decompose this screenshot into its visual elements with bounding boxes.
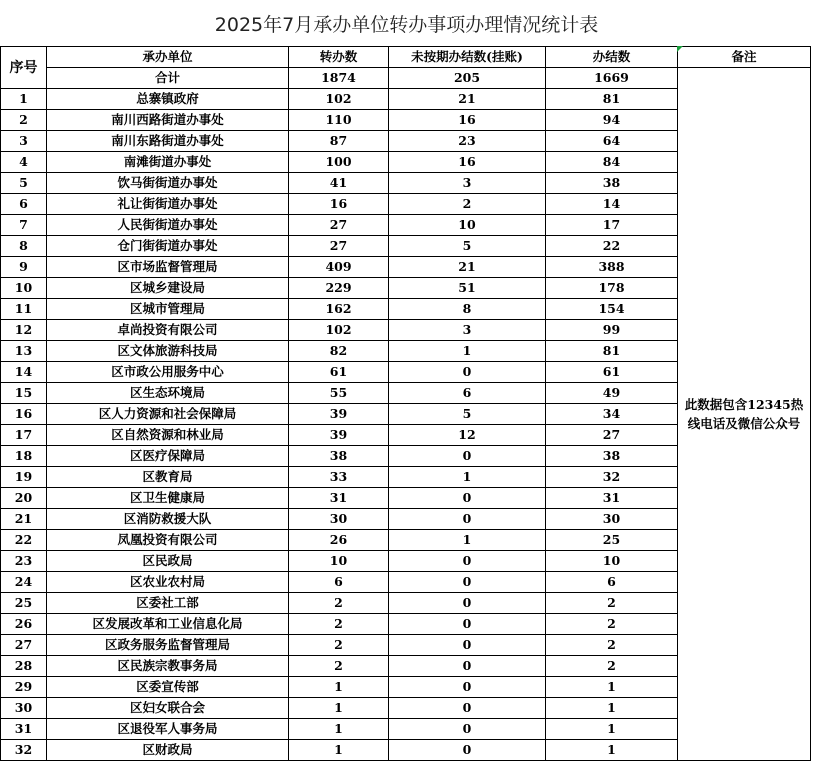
cell-completed: 10 — [546, 551, 678, 572]
cell-pending: 1 — [389, 467, 546, 488]
cell-completed: 1 — [546, 740, 678, 761]
cell-seq: 31 — [1, 719, 47, 740]
cell-seq: 6 — [1, 194, 47, 215]
cell-transferred: 16 — [289, 194, 389, 215]
cell-completed: 61 — [546, 362, 678, 383]
total-label: 合计 — [47, 68, 289, 89]
cell-completed: 2 — [546, 614, 678, 635]
cell-completed: 32 — [546, 467, 678, 488]
cell-transferred: 2 — [289, 593, 389, 614]
cell-transferred: 30 — [289, 509, 389, 530]
cell-seq: 25 — [1, 593, 47, 614]
total-pending: 205 — [389, 68, 546, 89]
cell-pending: 0 — [389, 677, 546, 698]
cell-seq: 13 — [1, 341, 47, 362]
cell-seq: 8 — [1, 236, 47, 257]
cell-unit: 区市场监督管理局 — [47, 257, 289, 278]
cell-pending: 23 — [389, 131, 546, 152]
header-pending: 未按期办结数(挂账) — [389, 47, 546, 68]
cell-unit: 区农业农村局 — [47, 572, 289, 593]
cell-seq: 9 — [1, 257, 47, 278]
cell-unit: 仓门街街道办事处 — [47, 236, 289, 257]
cell-seq: 10 — [1, 278, 47, 299]
cell-pending: 0 — [389, 656, 546, 677]
cell-unit: 区文体旅游科技局 — [47, 341, 289, 362]
cell-pending: 3 — [389, 173, 546, 194]
cell-pending: 0 — [389, 635, 546, 656]
cell-unit: 区政务服务监督管理局 — [47, 635, 289, 656]
cell-pending: 0 — [389, 572, 546, 593]
cell-completed: 6 — [546, 572, 678, 593]
cell-transferred: 409 — [289, 257, 389, 278]
cell-pending: 1 — [389, 530, 546, 551]
cell-pending: 0 — [389, 719, 546, 740]
cell-completed: 81 — [546, 341, 678, 362]
cell-completed: 2 — [546, 593, 678, 614]
cell-completed: 178 — [546, 278, 678, 299]
cell-seq: 19 — [1, 467, 47, 488]
cell-comment-marker — [677, 46, 683, 52]
cell-pending: 21 — [389, 257, 546, 278]
cell-unit: 区教育局 — [47, 467, 289, 488]
cell-transferred: 2 — [289, 656, 389, 677]
cell-transferred: 39 — [289, 404, 389, 425]
cell-transferred: 110 — [289, 110, 389, 131]
cell-completed: 99 — [546, 320, 678, 341]
cell-unit: 人民街街道办事处 — [47, 215, 289, 236]
header-unit: 承办单位 — [47, 47, 289, 68]
cell-transferred: 31 — [289, 488, 389, 509]
total-completed: 1669 — [546, 68, 678, 89]
cell-transferred: 26 — [289, 530, 389, 551]
cell-transferred: 55 — [289, 383, 389, 404]
cell-pending: 0 — [389, 593, 546, 614]
cell-pending: 5 — [389, 236, 546, 257]
cell-completed: 14 — [546, 194, 678, 215]
cell-completed: 81 — [546, 89, 678, 110]
cell-transferred: 82 — [289, 341, 389, 362]
cell-unit: 区卫生健康局 — [47, 488, 289, 509]
page-title: 2025年7月承办单位转办事项办理情况统计表 — [214, 13, 599, 36]
cell-pending: 0 — [389, 446, 546, 467]
cell-transferred: 6 — [289, 572, 389, 593]
cell-pending: 51 — [389, 278, 546, 299]
cell-completed: 154 — [546, 299, 678, 320]
cell-pending: 0 — [389, 614, 546, 635]
cell-unit: 区生态环境局 — [47, 383, 289, 404]
cell-pending: 3 — [389, 320, 546, 341]
cell-seq: 14 — [1, 362, 47, 383]
cell-seq: 12 — [1, 320, 47, 341]
cell-completed: 2 — [546, 635, 678, 656]
cell-transferred: 1 — [289, 740, 389, 761]
cell-seq: 32 — [1, 740, 47, 761]
cell-transferred: 27 — [289, 236, 389, 257]
cell-transferred: 2 — [289, 614, 389, 635]
cell-completed: 22 — [546, 236, 678, 257]
cell-transferred: 27 — [289, 215, 389, 236]
cell-transferred: 41 — [289, 173, 389, 194]
cell-unit: 区财政局 — [47, 740, 289, 761]
cell-completed: 38 — [546, 173, 678, 194]
cell-pending: 0 — [389, 740, 546, 761]
cell-completed: 30 — [546, 509, 678, 530]
cell-seq: 21 — [1, 509, 47, 530]
cell-transferred: 1 — [289, 677, 389, 698]
cell-seq: 7 — [1, 215, 47, 236]
cell-unit: 卓尚投资有限公司 — [47, 320, 289, 341]
cell-transferred: 1 — [289, 719, 389, 740]
cell-transferred: 229 — [289, 278, 389, 299]
cell-transferred: 102 — [289, 320, 389, 341]
header-completed: 办结数 — [546, 47, 678, 68]
cell-seq: 30 — [1, 698, 47, 719]
cell-transferred: 10 — [289, 551, 389, 572]
remark-cell: 此数据包含12345热线电话及微信公众号 — [678, 68, 811, 761]
cell-transferred: 102 — [289, 89, 389, 110]
cell-unit: 南滩街道办事处 — [47, 152, 289, 173]
cell-completed: 27 — [546, 425, 678, 446]
cell-pending: 21 — [389, 89, 546, 110]
cell-pending: 10 — [389, 215, 546, 236]
cell-pending: 2 — [389, 194, 546, 215]
cell-transferred: 61 — [289, 362, 389, 383]
cell-pending: 12 — [389, 425, 546, 446]
cell-seq: 17 — [1, 425, 47, 446]
cell-pending: 1 — [389, 341, 546, 362]
cell-seq: 20 — [1, 488, 47, 509]
cell-seq: 1 — [1, 89, 47, 110]
cell-unit: 区消防救援大队 — [47, 509, 289, 530]
cell-completed: 17 — [546, 215, 678, 236]
cell-seq: 23 — [1, 551, 47, 572]
statistics-table — [0, 46, 811, 761]
header-remark: 备注 — [678, 47, 811, 68]
cell-transferred: 38 — [289, 446, 389, 467]
cell-completed: 84 — [546, 152, 678, 173]
cell-pending: 0 — [389, 698, 546, 719]
header-row — [1, 47, 811, 68]
cell-pending: 0 — [389, 362, 546, 383]
cell-completed: 388 — [546, 257, 678, 278]
cell-completed: 49 — [546, 383, 678, 404]
cell-seq: 28 — [1, 656, 47, 677]
cell-seq: 18 — [1, 446, 47, 467]
cell-seq: 3 — [1, 131, 47, 152]
cell-seq: 15 — [1, 383, 47, 404]
cell-unit: 区退役军人事务局 — [47, 719, 289, 740]
cell-pending: 0 — [389, 509, 546, 530]
cell-completed: 34 — [546, 404, 678, 425]
cell-unit: 凤凰投资有限公司 — [47, 530, 289, 551]
cell-unit: 区城乡建设局 — [47, 278, 289, 299]
cell-unit: 南川西路街道办事处 — [47, 110, 289, 131]
cell-pending: 5 — [389, 404, 546, 425]
cell-seq: 22 — [1, 530, 47, 551]
cell-completed: 94 — [546, 110, 678, 131]
cell-seq: 27 — [1, 635, 47, 656]
cell-unit: 礼让街街道办事处 — [47, 194, 289, 215]
cell-transferred: 1 — [289, 698, 389, 719]
cell-pending: 0 — [389, 551, 546, 572]
cell-transferred: 2 — [289, 635, 389, 656]
cell-seq: 4 — [1, 152, 47, 173]
cell-seq: 24 — [1, 572, 47, 593]
cell-transferred: 87 — [289, 131, 389, 152]
cell-completed: 31 — [546, 488, 678, 509]
cell-unit: 区医疗保障局 — [47, 446, 289, 467]
header-transferred: 转办数 — [289, 47, 389, 68]
cell-unit: 区妇女联合会 — [47, 698, 289, 719]
cell-transferred: 162 — [289, 299, 389, 320]
cell-unit: 总寨镇政府 — [47, 89, 289, 110]
cell-transferred: 39 — [289, 425, 389, 446]
cell-seq: 11 — [1, 299, 47, 320]
cell-unit: 区自然资源和林业局 — [47, 425, 289, 446]
cell-unit: 饮马街街道办事处 — [47, 173, 289, 194]
cell-seq: 5 — [1, 173, 47, 194]
cell-pending: 16 — [389, 152, 546, 173]
cell-pending: 6 — [389, 383, 546, 404]
cell-unit: 区民政局 — [47, 551, 289, 572]
cell-seq: 16 — [1, 404, 47, 425]
cell-transferred: 100 — [289, 152, 389, 173]
cell-unit: 区委社工部 — [47, 593, 289, 614]
cell-transferred: 33 — [289, 467, 389, 488]
cell-unit: 区人力资源和社会保障局 — [47, 404, 289, 425]
cell-completed: 2 — [546, 656, 678, 677]
cell-completed: 64 — [546, 131, 678, 152]
cell-pending: 8 — [389, 299, 546, 320]
cell-unit: 区城市管理局 — [47, 299, 289, 320]
cell-seq: 2 — [1, 110, 47, 131]
cell-unit: 区发展改革和工业信息化局 — [47, 614, 289, 635]
cell-completed: 1 — [546, 677, 678, 698]
total-transferred: 1874 — [289, 68, 389, 89]
cell-pending: 16 — [389, 110, 546, 131]
cell-pending: 0 — [389, 488, 546, 509]
cell-seq: 26 — [1, 614, 47, 635]
total-row — [1, 68, 811, 89]
cell-completed: 25 — [546, 530, 678, 551]
header-seq: 序号 — [1, 47, 47, 89]
cell-seq: 29 — [1, 677, 47, 698]
cell-unit: 区委宣传部 — [47, 677, 289, 698]
cell-completed: 1 — [546, 698, 678, 719]
cell-unit: 区市政公用服务中心 — [47, 362, 289, 383]
cell-unit: 南川东路街道办事处 — [47, 131, 289, 152]
cell-completed: 38 — [546, 446, 678, 467]
cell-unit: 区民族宗教事务局 — [47, 656, 289, 677]
cell-completed: 1 — [546, 719, 678, 740]
